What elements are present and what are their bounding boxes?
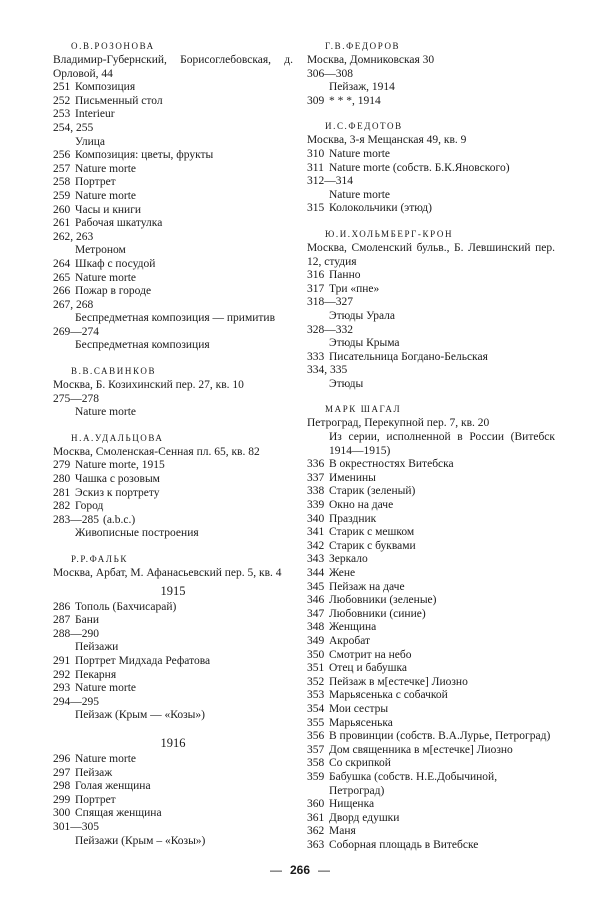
entry-number: 359 [307, 770, 325, 783]
entry-number: 299 [53, 793, 71, 806]
entry-title: Interieur [75, 108, 115, 121]
artist-name: Ю.И.ХОЛЬМБЕРГ-КРОН [325, 228, 454, 239]
entry-title: Композиция [75, 81, 136, 94]
footer-dash-left: — [269, 863, 282, 877]
entry-title: Портрет Мидхада Рефатова [75, 654, 211, 667]
entry-title: Бабушка (собств. Н.Е.Добычиной, Петроград) [329, 770, 498, 797]
entry-title: Нищенка [329, 798, 375, 811]
entry-number: 344 [307, 567, 325, 579]
entry-title: Пейзаж в м[естечке] Лиозно [329, 675, 468, 688]
entry-number: 269—274 [53, 325, 99, 338]
catalog-entry [307, 662, 555, 676]
entry-number: 262, 263 [53, 230, 94, 243]
entry-number: 275—278 [53, 392, 99, 405]
entry-number: 264 [53, 257, 71, 270]
year-heading: 1915 [160, 583, 186, 598]
entry-title: Со скрипкой [329, 757, 391, 770]
entry-title: Колокольчики (этюд) [329, 202, 432, 215]
catalog-entry [307, 621, 555, 635]
year-group [53, 583, 293, 723]
entry-title: Дом священника в м[естечке] Лиозно [329, 743, 513, 756]
entry-number: 294—295 [53, 695, 99, 708]
entry-title: Пейзажи (Крым – «Козы») [75, 834, 206, 847]
entry-number: 298 [53, 780, 71, 793]
entry-title: Смотрит на небо [329, 648, 412, 661]
catalog-entry [53, 628, 293, 642]
catalog-entry [307, 364, 555, 378]
entry-title: Старик (зеленый) [329, 485, 416, 498]
catalog-entry [307, 472, 555, 486]
entry-title: (a.b.c.) [103, 513, 136, 526]
entry-title: Акробат [329, 634, 371, 647]
entry-title: Nature morte [75, 752, 136, 765]
entry-number: 334, 335 [307, 364, 348, 377]
footer-dash-right: — [318, 863, 331, 877]
entry-title: Панно [329, 269, 361, 282]
artist-address: Москва, Смоленская-Сенная пл. 65, кв. 82 [53, 445, 260, 458]
entry-title: Nature morte [329, 188, 390, 201]
entry-title: Портрет [75, 176, 116, 189]
entry-title: Жене [329, 567, 356, 579]
entry-title: Беспредметная композиция — примитив [75, 312, 275, 325]
entry-number: 362 [307, 825, 325, 838]
catalog-entry [307, 540, 555, 554]
catalog-entry [53, 163, 293, 177]
artist-section [53, 553, 293, 581]
year-group [53, 735, 293, 848]
catalog-entry [53, 231, 293, 245]
entry-title: Рабочая шкатулка [75, 217, 163, 230]
entry-title: Часы и книги [75, 203, 142, 216]
artist-name: МАРК ШАГАЛ [325, 404, 402, 415]
catalog-entry [307, 162, 555, 176]
entry-number: 341 [307, 526, 325, 539]
entry-number: 338 [307, 485, 325, 498]
artist-address: Москва, Смоленский бульв., Б. Левшинский пер. 12, студия [307, 241, 555, 268]
entry-number: 280 [53, 473, 71, 486]
entry-number: 288—290 [53, 627, 99, 640]
entry-title: Этюды Крыма [329, 337, 400, 350]
entry-number: 309 [307, 94, 325, 107]
catalog-entry [307, 296, 555, 310]
entry-number: 310 [307, 147, 325, 160]
entry-number: 266 [53, 285, 71, 298]
entry-number: 358 [307, 757, 325, 770]
catalog-entry [307, 567, 555, 581]
artist-address: Владимир-Губернский, Борисоглебовская, д. Орловой, 44 [53, 54, 293, 80]
artist-address: Москва, 3-я Мещанская 49, кв. 9 [307, 134, 467, 147]
catalog-entry [53, 807, 293, 821]
catalog-entry [53, 487, 293, 501]
entry-number: 315 [307, 202, 325, 215]
entry-title: Этюды Урала [329, 309, 396, 322]
entry-title: Старик с буквами [329, 539, 416, 552]
entry-number: 257 [53, 162, 71, 175]
catalog-entry [53, 753, 293, 767]
entry-number: 259 [53, 189, 71, 202]
catalog-entry [307, 95, 555, 109]
entry-number: 333 [307, 350, 325, 363]
catalog-entry [307, 351, 555, 365]
entry-title: Nature morte [75, 406, 136, 419]
artist-name: Р.Р.ФАЛЬК [71, 554, 128, 564]
entry-number: 318—327 [307, 296, 353, 309]
entry-number: 356 [307, 730, 325, 743]
entry-number: 253 [53, 108, 71, 121]
catalog-entry [53, 299, 293, 313]
catalog-entry [307, 553, 555, 567]
entry-number: 316 [307, 269, 325, 282]
catalog-entry [307, 202, 555, 216]
artist-address: Москва, Арбат, М. Афанасьевский пер. 5, кв. 4 [53, 567, 282, 579]
catalog-entry [53, 258, 293, 272]
entry-title: Город [75, 500, 104, 513]
catalog-entry [307, 757, 555, 771]
artist-section [307, 403, 555, 852]
catalog-entry [53, 696, 293, 710]
entry-number: 350 [307, 648, 325, 661]
catalog-entry [307, 689, 555, 703]
entry-title: Nature morte [75, 189, 136, 202]
entry-number: 292 [53, 668, 71, 681]
artist-name: Г.В.ФЕДОРОВ [325, 41, 401, 51]
artist-section [307, 120, 555, 216]
entry-title: В окрестностях Витебска [329, 458, 454, 471]
entry-number: 251 [53, 81, 71, 94]
entry-title: Женщина [329, 621, 377, 634]
catalog-entry [53, 614, 293, 628]
entry-title: Спящая женщина [75, 807, 162, 820]
entry-number: 336 [307, 458, 325, 471]
left-column [53, 40, 293, 860]
catalog-entry [53, 81, 293, 95]
entry-title: Шкаф с посудой [75, 257, 156, 270]
entry-number: 328—332 [307, 323, 353, 336]
catalog-entry [307, 649, 555, 663]
catalog-entry [307, 771, 555, 798]
entry-number: 265 [53, 271, 71, 284]
entry-number: 291 [53, 654, 71, 667]
page-number: 266 [289, 863, 311, 877]
series-note: Из серии, исполненной в России (Витебск 1914—1915) [329, 431, 555, 457]
catalog-entry [53, 669, 293, 683]
entry-number: 339 [307, 499, 325, 512]
entry-title: Маня [329, 825, 356, 838]
catalog-entry [53, 821, 293, 835]
catalog-entry [307, 703, 555, 717]
entry-number: 312—314 [307, 175, 353, 188]
entry-title: Мои сестры [329, 702, 389, 715]
entry-title: Пожар в городе [75, 285, 152, 298]
catalog-entry [53, 514, 293, 528]
catalog-entry [53, 655, 293, 669]
entry-number: 311 [307, 161, 324, 174]
catalog-entry [307, 526, 555, 540]
entry-number: 360 [307, 798, 325, 811]
entry-title: Пейзаж (Крым — «Козы») [75, 709, 205, 722]
catalog-entry [53, 204, 293, 218]
catalog-entry [307, 175, 555, 189]
entry-title: Отец и бабушка [329, 662, 407, 675]
entry-title: Праздник [329, 512, 377, 525]
artist-name: Н.А.УДАЛЬЦОВА [71, 432, 164, 443]
catalog-entry [53, 326, 293, 340]
entry-number: 347 [307, 607, 325, 620]
entry-number: 363 [307, 838, 325, 851]
entry-title: Nature morte [75, 271, 136, 284]
entry-title: Соборная площадь в Витебске [329, 838, 479, 851]
entry-number: 343 [307, 553, 325, 566]
entry-title: Именины [329, 471, 376, 484]
entry-number: 337 [307, 471, 325, 484]
entry-number: 353 [307, 689, 325, 702]
entry-title: Пейзаж, 1914 [329, 81, 395, 94]
artist-name: В.В.САВИНКОВ [71, 366, 157, 377]
entry-number: 282 [53, 500, 71, 513]
catalog-entry [307, 825, 555, 839]
catalog-entry [307, 608, 555, 622]
artist-address: Москва, Б. Козихинский пер. 27, кв. 10 [53, 379, 244, 392]
entry-number: 352 [307, 675, 325, 688]
artist-section [53, 365, 293, 420]
entry-title: Писательница Богдано-Бельская [329, 350, 488, 363]
catalog-entry [307, 269, 555, 283]
catalog-entry [307, 68, 555, 82]
entry-title: Старик с мешком [329, 526, 415, 539]
entry-number: 252 [53, 94, 71, 107]
catalog-entry [307, 148, 555, 162]
entry-number: 346 [307, 594, 325, 607]
page-footer [0, 863, 600, 877]
entry-number: 283—285 [53, 513, 99, 526]
entry-number: 258 [53, 176, 71, 189]
entry-number: 340 [307, 512, 325, 525]
catalog-entry [307, 283, 555, 297]
catalog-entry [53, 500, 293, 514]
catalog-entry [53, 285, 293, 299]
catalog-entry [53, 122, 293, 136]
entry-title: Три «пне» [329, 282, 380, 295]
entry-title: Эскиз к портрету [75, 486, 160, 499]
entry-number: 287 [53, 614, 71, 627]
entry-number: 300 [53, 807, 71, 820]
catalog-entry [53, 393, 293, 407]
catalog-entry [307, 513, 555, 527]
entry-number: 260 [53, 203, 71, 216]
catalog-entry [307, 458, 555, 472]
entry-title: Nature morte, 1915 [75, 459, 165, 472]
entry-title: Беспредметная композиция [75, 339, 210, 352]
entry-title: Бани [75, 614, 100, 627]
entry-number: 301—305 [53, 820, 99, 833]
entry-title: Марьясенька с собачкой [329, 689, 448, 702]
entry-title: Композиция: цветы, фрукты [75, 149, 214, 162]
entry-number: 361 [307, 811, 325, 824]
artist-section [307, 228, 555, 392]
catalog-entry [53, 217, 293, 231]
catalog-entry [307, 744, 555, 758]
year-heading: 1916 [160, 735, 186, 750]
entry-number: 256 [53, 149, 71, 162]
catalog-entry [307, 499, 555, 513]
catalog-entry [307, 676, 555, 690]
entry-title: Пекарня [75, 668, 117, 681]
catalog-entry [307, 594, 555, 608]
artist-section [307, 40, 555, 108]
catalog-entry [307, 635, 555, 649]
entry-title: Nature morte (собств. Б.К.Яновского) [329, 161, 510, 174]
entry-title: Зеркало [329, 553, 368, 566]
catalog-entry [307, 798, 555, 812]
catalog-entry [53, 780, 293, 794]
catalog-entry [53, 176, 293, 190]
entry-number: 279 [53, 459, 71, 472]
catalog-entry [53, 149, 293, 163]
entry-title: Чашка с розовым [75, 473, 160, 486]
catalog-entry [53, 459, 293, 473]
catalog-entry [307, 839, 555, 853]
entry-title: Nature morte [329, 147, 390, 160]
entry-title: Пейзажи [75, 641, 119, 654]
entry-title: Nature morte [75, 682, 136, 695]
entry-title: Марьясенька [329, 716, 393, 729]
entry-number: 267, 268 [53, 298, 94, 311]
artist-section [53, 40, 293, 353]
entry-title: Любовники (синие) [329, 607, 426, 620]
catalog-entry [307, 581, 555, 595]
artist-address: Москва, Домниковская 30 [307, 54, 435, 66]
entry-number: 355 [307, 716, 325, 729]
entry-number: 286 [53, 600, 71, 613]
entry-number: 317 [307, 282, 325, 295]
entry-title: Пейзаж [75, 766, 113, 779]
catalog-entry [307, 730, 555, 744]
entry-title: Голая женщина [75, 780, 151, 793]
entry-number: 306—308 [307, 67, 353, 80]
entry-number: 293 [53, 682, 71, 695]
entry-number: 354 [307, 702, 325, 715]
entry-title: Портрет [75, 793, 116, 806]
catalog-entry [53, 794, 293, 808]
entry-number: 261 [53, 217, 71, 230]
entry-title: Окно на даче [329, 499, 394, 512]
catalog-entry [53, 473, 293, 487]
entry-title: Nature morte [75, 162, 136, 175]
entry-number: 345 [307, 580, 325, 593]
catalog-entry [307, 717, 555, 731]
entry-number: 342 [307, 539, 325, 552]
catalog-entry [53, 108, 293, 122]
entry-title: Тополь (Бахчисарай) [75, 600, 177, 613]
entry-title: Дворд едушки [329, 811, 400, 824]
entry-number: 349 [307, 634, 325, 647]
entry-number: 281 [53, 486, 71, 499]
entry-number: 297 [53, 766, 71, 779]
artist-name: О.В.РОЗОНОВА [71, 41, 155, 51]
entry-title: В провинции (собств. В.А.Лурье, Петроград) [329, 730, 551, 743]
entry-number: 351 [307, 662, 325, 675]
catalog-entry [53, 95, 293, 109]
catalog-entry [307, 812, 555, 826]
entry-title: Пейзаж на даче [329, 580, 405, 593]
catalog-entry [53, 601, 293, 615]
catalog-entry [53, 767, 293, 781]
entry-title: Улица [75, 135, 105, 148]
entry-number: 348 [307, 621, 325, 634]
entry-number: 296 [53, 752, 71, 765]
entry-title: Живописные построения [75, 527, 199, 540]
artist-name: И.С.ФЕДОТОВ [325, 121, 403, 132]
artist-section [53, 432, 293, 541]
catalog-entry [53, 190, 293, 204]
right-column [307, 40, 555, 864]
entry-number: 254, 255 [53, 121, 94, 134]
catalog-entry [53, 272, 293, 286]
entry-title: Любовники (зеленые) [329, 594, 437, 607]
artist-address: Петроград, Перекупной пер. 7, кв. 20 [307, 417, 490, 430]
entry-number: 357 [307, 743, 325, 756]
entry-title: Этюды [329, 377, 364, 390]
entry-title: * * *, 1914 [329, 94, 381, 107]
catalog-entry [307, 324, 555, 338]
entry-title: Письменный стол [75, 94, 163, 107]
catalog-entry [307, 485, 555, 499]
entry-title: Метроном [75, 244, 126, 257]
catalog-entry [53, 682, 293, 696]
